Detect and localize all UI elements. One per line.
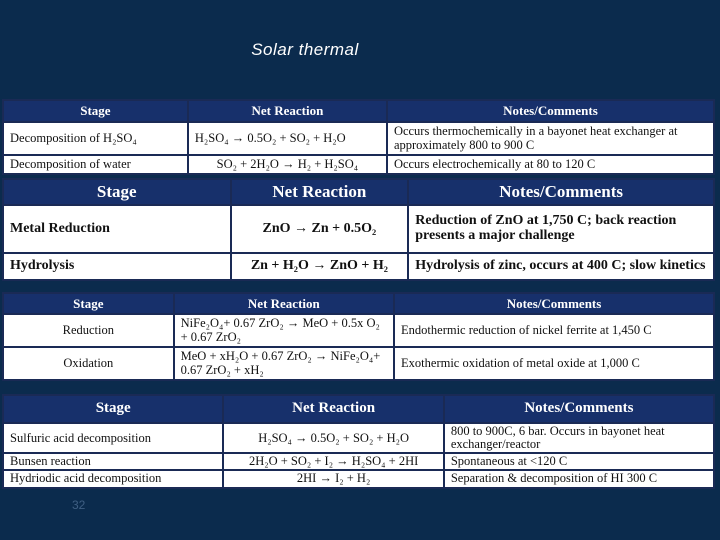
table-row: [3, 122, 714, 155]
table-row: [3, 253, 714, 280]
notes-cell: Endothermic reduction of nickel ferrite at 1,450 C: [394, 314, 714, 347]
reaction-cell: ZnO → Zn + 0.5O₂: [231, 205, 409, 253]
stage-cell: Hydrolysis: [3, 253, 231, 280]
reaction-cell: 2H₂O + SO₂ + I₂ → H₂SO₄ + 2HI: [223, 453, 443, 470]
notes-cell: Exothermic oxidation of metal oxide at 1,000 C: [394, 347, 714, 380]
table-row: [3, 347, 714, 380]
table-header-stage: Stage: [3, 179, 231, 205]
table-header-net-reaction: Net Reaction: [223, 395, 443, 423]
slide-title: Solar thermal: [251, 40, 359, 59]
table-row: [3, 205, 714, 253]
notes-cell: Occurs electrochemically at 80 to 120 C: [387, 155, 714, 174]
table-row: [3, 155, 714, 174]
stage-cell: Bunsen reaction: [3, 453, 223, 470]
notes-cell: Hydrolysis of zinc, occurs at 400 C; slow kinetics: [408, 253, 714, 280]
reaction-cell: Zn + H₂O → ZnO + H₂: [231, 253, 409, 280]
notes-cell: Occurs thermochemically in a bayonet heat exchanger at approximately 800 to 900 C: [387, 122, 714, 155]
stage-cell: Decomposition of water: [3, 155, 188, 174]
reaction-cell: SO₂ + 2H₂O → H₂ + H₂SO₄: [188, 155, 387, 174]
table-header-notes: Notes/Comments: [387, 100, 714, 122]
stage-cell: Reduction: [3, 314, 174, 347]
reaction-cell: H₂SO₄ → 0.5O₂ + SO₂ + H₂O: [223, 423, 443, 453]
slide-number: 32: [72, 498, 86, 512]
table-header-net-reaction: Net Reaction: [231, 179, 409, 205]
stage-cell: Metal Reduction: [3, 205, 231, 253]
reaction-cell: MeO + xH₂O + 0.67 ZrO₂ → NiFe₂O₄+ 0.67 ZrO₂ + xH₂: [174, 347, 394, 380]
table-row: [3, 453, 714, 470]
table-header-stage: Stage: [3, 395, 223, 423]
zinc-cycle-table: [2, 178, 715, 281]
table-header-stage: Stage: [3, 293, 174, 314]
reaction-cell: NiFe₂O₄+ 0.67 ZrO₂ → MeO + 0.5x O₂ + 0.67 ZrO₂: [174, 314, 394, 347]
stage-cell: Decomposition of H₂SO₄: [3, 122, 188, 155]
table-header-stage: Stage: [3, 100, 188, 122]
stage-cell: Oxidation: [3, 347, 174, 380]
reaction-cell: H₂SO₄ → 0.5O₂ + SO₂ + H₂O: [188, 122, 387, 155]
notes-cell: Reduction of ZnO at 1,750 C; back reaction presents a major challenge: [408, 205, 714, 253]
sulfur-iodine-cycle-table: [2, 394, 715, 488]
table-row: [3, 314, 714, 347]
sulfur-cycle-table: [2, 99, 715, 175]
ferrite-cycle-table: [2, 292, 715, 381]
table-header-net-reaction: Net Reaction: [174, 293, 394, 314]
notes-cell: Spontaneous at <120 C: [444, 453, 714, 470]
table-row: [3, 470, 714, 487]
stage-cell: Hydriodic acid decomposition: [3, 470, 223, 487]
table-header-notes: Notes/Comments: [408, 179, 714, 205]
table-row: [3, 423, 714, 453]
reaction-cell: 2HI → I₂ + H₂: [223, 470, 443, 487]
stage-cell: Sulfuric acid decomposition: [3, 423, 223, 453]
notes-cell: Separation & decomposition of HI 300 C: [444, 470, 714, 487]
notes-cell: 800 to 900C, 6 bar. Occurs in bayonet heat exchanger/reactor: [444, 423, 714, 453]
table-header-net-reaction: Net Reaction: [188, 100, 387, 122]
table-header-notes: Notes/Comments: [444, 395, 714, 423]
table-header-notes: Notes/Comments: [394, 293, 714, 314]
